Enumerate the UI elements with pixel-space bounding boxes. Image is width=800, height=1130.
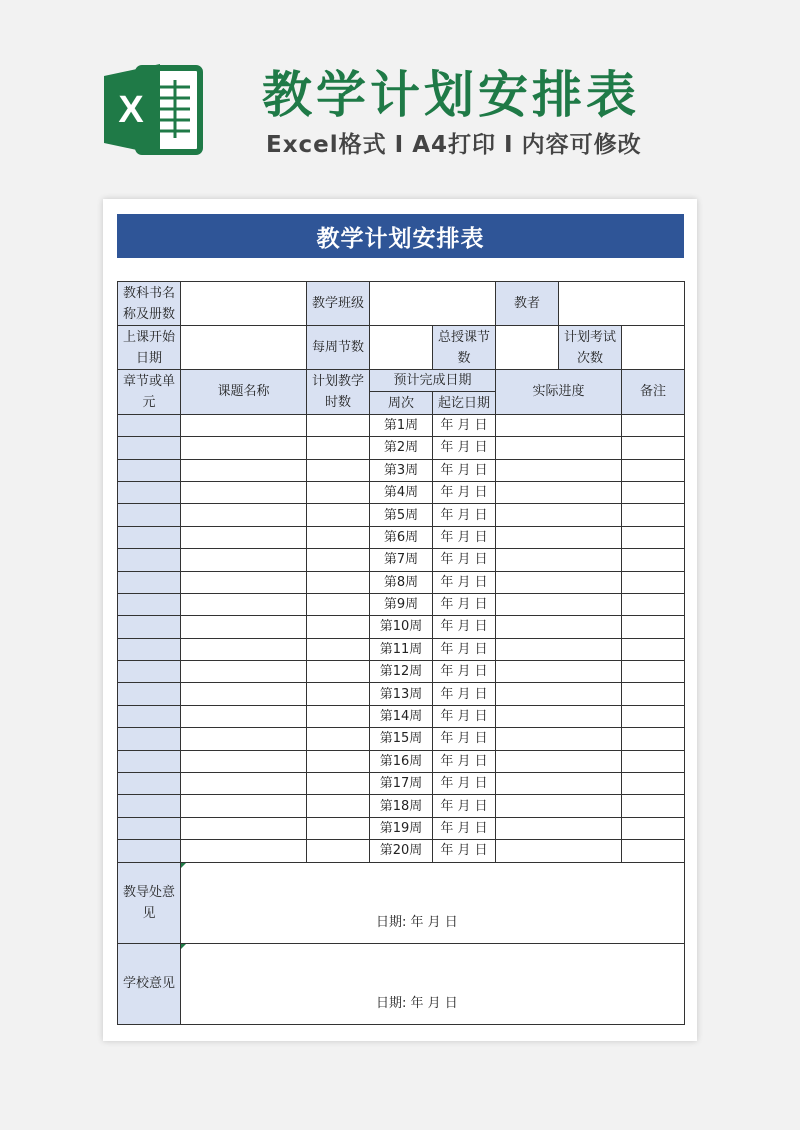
weekly-hours-value-cell[interactable]	[370, 326, 433, 370]
week-cell: 第13周	[370, 683, 433, 705]
actual-progress-cell[interactable]	[496, 504, 622, 526]
topic-header: 课题名称	[181, 370, 307, 415]
date-range-cell[interactable]: 年 月 日	[433, 459, 496, 481]
teacher-label: 教者	[496, 282, 559, 326]
planned-hours-cell[interactable]	[307, 817, 370, 839]
office-opinion-date: 日期: 年 月 日	[376, 914, 458, 930]
notes-cell[interactable]	[622, 638, 685, 660]
chapter-cell[interactable]	[118, 504, 181, 526]
planned-hours-cell[interactable]	[307, 526, 370, 548]
chapter-cell[interactable]	[118, 549, 181, 571]
week-cell: 第19周	[370, 817, 433, 839]
planned-hours-cell[interactable]	[307, 638, 370, 660]
actual-progress-cell[interactable]	[496, 526, 622, 548]
date-range-cell[interactable]: 年 月 日	[433, 414, 496, 436]
topic-cell[interactable]	[181, 481, 307, 503]
notes-cell[interactable]	[622, 549, 685, 571]
date-range-cell[interactable]: 年 月 日	[433, 571, 496, 593]
actual-progress-cell[interactable]	[496, 750, 622, 772]
date-range-cell[interactable]: 年 月 日	[433, 750, 496, 772]
chapter-cell[interactable]	[118, 705, 181, 727]
topic-cell[interactable]	[181, 414, 307, 436]
chapter-cell[interactable]	[118, 459, 181, 481]
actual-progress-cell[interactable]	[496, 638, 622, 660]
actual-progress-cell[interactable]	[496, 549, 622, 571]
week-cell: 第16周	[370, 750, 433, 772]
actual-progress-cell[interactable]	[496, 481, 622, 503]
book-value-cell[interactable]	[181, 282, 307, 326]
week-cell: 第4周	[370, 481, 433, 503]
book-label: 教科书名称及册数	[118, 282, 181, 326]
date-range-cell[interactable]: 年 月 日	[433, 593, 496, 615]
chapter-cell[interactable]	[118, 526, 181, 548]
subtitle-separator: I	[504, 132, 514, 158]
chapter-cell[interactable]	[118, 616, 181, 638]
planned-hours-cell[interactable]	[307, 459, 370, 481]
table-row	[118, 638, 685, 660]
cell-marker	[181, 944, 186, 949]
topic-cell[interactable]	[181, 773, 307, 795]
week-cell: 第10周	[370, 616, 433, 638]
exam-count-value-cell[interactable]	[622, 326, 685, 370]
topic-cell[interactable]	[181, 571, 307, 593]
table-row	[118, 437, 685, 459]
cell-marker	[181, 863, 186, 868]
notes-cell[interactable]	[622, 414, 685, 436]
week-cell: 第14周	[370, 705, 433, 727]
date-range-cell[interactable]: 年 月 日	[433, 773, 496, 795]
chapter-cell[interactable]	[118, 840, 181, 862]
actual-progress-cell[interactable]	[496, 795, 622, 817]
office-opinion-label: 教导处意见	[118, 862, 181, 943]
date-range-cell[interactable]: 年 月 日	[433, 437, 496, 459]
topic-cell[interactable]	[181, 437, 307, 459]
planned-hours-cell[interactable]	[307, 773, 370, 795]
week-rows	[118, 414, 685, 862]
chapter-header: 章节或单元	[118, 370, 181, 415]
week-header: 周次	[370, 392, 433, 414]
notes-cell[interactable]	[622, 773, 685, 795]
table-row	[118, 504, 685, 526]
notes-cell[interactable]	[622, 661, 685, 683]
subtitle-print: A4打印	[412, 132, 497, 158]
actual-progress-cell[interactable]	[496, 661, 622, 683]
date-range-header: 起讫日期	[433, 392, 496, 414]
plan-table	[117, 281, 685, 1025]
table-row	[118, 795, 685, 817]
weekly-hours-label: 每周节数	[307, 326, 370, 370]
topic-cell[interactable]	[181, 817, 307, 839]
week-cell: 第18周	[370, 795, 433, 817]
notes-cell[interactable]	[622, 683, 685, 705]
actual-progress-cell[interactable]	[496, 414, 622, 436]
chapter-cell[interactable]	[118, 773, 181, 795]
notes-cell[interactable]	[622, 616, 685, 638]
school-opinion-label: 学校意见	[118, 943, 181, 1024]
actual-progress-cell[interactable]	[496, 705, 622, 727]
planned-hours-cell[interactable]	[307, 549, 370, 571]
planned-hours-header: 计划教学时数	[307, 370, 370, 415]
table-row	[118, 549, 685, 571]
week-cell: 第7周	[370, 549, 433, 571]
table-row	[118, 571, 685, 593]
date-range-cell[interactable]: 年 月 日	[433, 840, 496, 862]
actual-progress-cell[interactable]	[496, 840, 622, 862]
date-range-cell[interactable]: 年 月 日	[433, 481, 496, 503]
class-label: 教学班级	[307, 282, 370, 326]
chapter-cell[interactable]	[118, 437, 181, 459]
planned-hours-cell[interactable]	[307, 705, 370, 727]
topic-cell[interactable]	[181, 728, 307, 750]
subtitle-separator: I	[394, 132, 405, 158]
topic-cell[interactable]	[181, 705, 307, 727]
school-opinion-cell[interactable]	[181, 943, 685, 1024]
table-row	[118, 750, 685, 772]
page-title: 教学计划安排表	[262, 66, 640, 124]
table-row	[118, 481, 685, 503]
week-cell: 第2周	[370, 437, 433, 459]
actual-progress-cell[interactable]	[496, 728, 622, 750]
chapter-cell[interactable]	[118, 728, 181, 750]
planned-hours-cell[interactable]	[307, 571, 370, 593]
table-row	[118, 840, 685, 862]
planned-hours-cell[interactable]	[307, 795, 370, 817]
week-cell: 第9周	[370, 593, 433, 615]
chapter-cell[interactable]	[118, 638, 181, 660]
excel-logo-icon	[104, 62, 204, 157]
notes-cell[interactable]	[622, 481, 685, 503]
school-opinion-date: 日期: 年 月 日	[376, 995, 458, 1011]
table-row	[118, 683, 685, 705]
actual-progress-cell[interactable]	[496, 683, 622, 705]
week-cell: 第5周	[370, 504, 433, 526]
date-range-cell[interactable]: 年 月 日	[433, 616, 496, 638]
date-range-cell[interactable]: 年 月 日	[433, 549, 496, 571]
notes-cell[interactable]	[622, 437, 685, 459]
table-row	[118, 414, 685, 436]
table-row	[118, 526, 685, 548]
date-range-cell[interactable]: 年 月 日	[433, 504, 496, 526]
actual-progress-cell[interactable]	[496, 593, 622, 615]
notes-cell[interactable]	[622, 571, 685, 593]
table-row	[118, 459, 685, 481]
chapter-cell[interactable]	[118, 481, 181, 503]
date-range-cell[interactable]: 年 月 日	[433, 817, 496, 839]
actual-progress-cell[interactable]	[496, 459, 622, 481]
table-row	[118, 728, 685, 750]
topic-cell[interactable]	[181, 795, 307, 817]
planned-hours-cell[interactable]	[307, 437, 370, 459]
topic-cell[interactable]	[181, 616, 307, 638]
notes-cell[interactable]	[622, 459, 685, 481]
actual-progress-cell[interactable]	[496, 571, 622, 593]
sheet-title-bar: 教学计划安排表	[117, 214, 684, 258]
total-hours-label: 总授课节数	[433, 326, 496, 370]
planned-hours-cell[interactable]	[307, 840, 370, 862]
start-date-label: 上课开始日期	[118, 326, 181, 370]
chapter-cell[interactable]	[118, 817, 181, 839]
page-subtitle	[266, 126, 686, 159]
topic-cell[interactable]	[181, 661, 307, 683]
topic-cell[interactable]	[181, 683, 307, 705]
actual-progress-cell[interactable]	[496, 437, 622, 459]
planned-hours-cell[interactable]	[307, 728, 370, 750]
date-range-cell[interactable]: 年 月 日	[433, 638, 496, 660]
actual-progress-cell[interactable]	[496, 817, 622, 839]
date-range-cell[interactable]: 年 月 日	[433, 683, 496, 705]
table-row	[118, 773, 685, 795]
chapter-cell[interactable]	[118, 571, 181, 593]
week-cell: 第20周	[370, 840, 433, 862]
teacher-value-cell[interactable]	[559, 282, 685, 326]
table-row	[118, 817, 685, 839]
table-row	[118, 661, 685, 683]
topic-cell[interactable]	[181, 750, 307, 772]
week-cell: 第3周	[370, 459, 433, 481]
planned-hours-cell[interactable]	[307, 593, 370, 615]
week-cell: 第6周	[370, 526, 433, 548]
exam-count-label: 计划考试次数	[559, 326, 622, 370]
topic-cell[interactable]	[181, 549, 307, 571]
date-range-cell[interactable]: 年 月 日	[433, 795, 496, 817]
week-cell: 第8周	[370, 571, 433, 593]
week-cell: 第15周	[370, 728, 433, 750]
chapter-cell[interactable]	[118, 661, 181, 683]
actual-progress-header: 实际进度	[496, 370, 622, 415]
chapter-cell[interactable]	[118, 750, 181, 772]
office-opinion-cell[interactable]	[181, 862, 685, 943]
planned-hours-cell[interactable]	[307, 750, 370, 772]
chapter-cell[interactable]	[118, 683, 181, 705]
week-cell: 第17周	[370, 773, 433, 795]
chapter-cell[interactable]	[118, 795, 181, 817]
topic-cell[interactable]	[181, 593, 307, 615]
notes-cell[interactable]	[622, 840, 685, 862]
actual-progress-cell[interactable]	[496, 616, 622, 638]
subtitle-editable: 内容可修改	[521, 132, 642, 158]
actual-progress-cell[interactable]	[496, 773, 622, 795]
chapter-cell[interactable]	[118, 414, 181, 436]
week-cell: 第11周	[370, 638, 433, 660]
planned-hours-cell[interactable]	[307, 683, 370, 705]
subtitle-format: Excel格式	[266, 132, 387, 158]
notes-header: 备注	[622, 370, 685, 415]
table-row	[118, 616, 685, 638]
notes-cell[interactable]	[622, 728, 685, 750]
week-cell: 第1周	[370, 414, 433, 436]
date-range-cell[interactable]: 年 月 日	[433, 728, 496, 750]
topic-cell[interactable]	[181, 504, 307, 526]
planned-hours-cell[interactable]	[307, 616, 370, 638]
notes-cell[interactable]	[622, 504, 685, 526]
topic-cell[interactable]	[181, 840, 307, 862]
table-row	[118, 593, 685, 615]
notes-cell[interactable]	[622, 795, 685, 817]
notes-cell[interactable]	[622, 593, 685, 615]
start-date-value-cell[interactable]	[181, 326, 307, 370]
date-range-cell[interactable]: 年 月 日	[433, 661, 496, 683]
notes-cell[interactable]	[622, 526, 685, 548]
notes-cell[interactable]	[622, 750, 685, 772]
topic-cell[interactable]	[181, 526, 307, 548]
date-range-cell[interactable]: 年 月 日	[433, 705, 496, 727]
planned-hours-cell[interactable]	[307, 504, 370, 526]
date-range-cell[interactable]: 年 月 日	[433, 526, 496, 548]
planned-hours-cell[interactable]	[307, 661, 370, 683]
class-value-cell[interactable]	[370, 282, 496, 326]
svg-text:X: X	[118, 89, 144, 131]
notes-cell[interactable]	[622, 705, 685, 727]
chapter-cell[interactable]	[118, 593, 181, 615]
topic-cell[interactable]	[181, 459, 307, 481]
total-hours-value-cell[interactable]	[496, 326, 559, 370]
planned-hours-cell[interactable]	[307, 481, 370, 503]
notes-cell[interactable]	[622, 817, 685, 839]
week-cell: 第12周	[370, 661, 433, 683]
topic-cell[interactable]	[181, 638, 307, 660]
expected-date-header: 预计完成日期	[370, 370, 496, 392]
planned-hours-cell[interactable]	[307, 414, 370, 436]
table-row	[118, 705, 685, 727]
